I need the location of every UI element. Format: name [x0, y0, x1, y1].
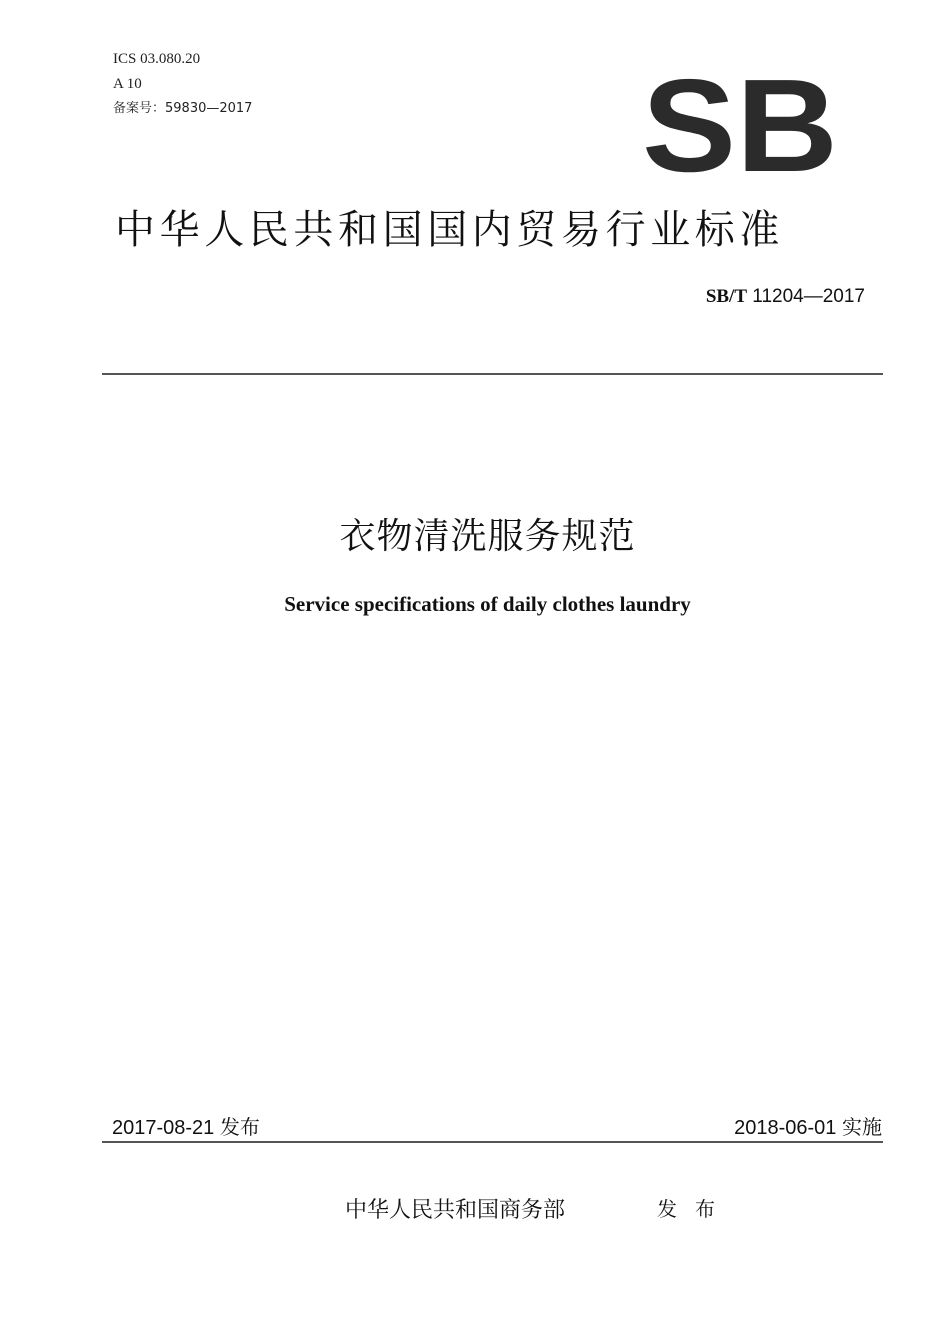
document-title-chinese: 衣物清洗服务规范	[339, 516, 636, 557]
record-number: 备案号：59830—2017	[113, 101, 253, 116]
implementation-date: 2018-06-01 实施	[734, 1117, 882, 1139]
bottom-divider	[102, 1141, 883, 1143]
issuing-category-title: 中华人民共和国国内贸易行业标准	[115, 207, 784, 253]
sb-logo	[640, 70, 840, 174]
classification-code: A 10	[113, 76, 142, 92]
standard-number-prefix: SB/T	[705, 286, 748, 307]
issuing-authority: 中华人民共和国商务部	[345, 1198, 566, 1223]
issue-action: 发布	[657, 1197, 733, 1221]
standard-number-value: 11204—2017	[747, 286, 865, 307]
standard-number	[706, 286, 865, 308]
ics-code: ICS 03.080.20	[113, 51, 201, 67]
issue-date: 2017-08-21 发布	[112, 1117, 260, 1139]
top-divider	[102, 373, 883, 375]
sb-logo-text: SB	[642, 70, 838, 174]
document-title-english: Service specifications of daily clothes laundry	[284, 592, 691, 616]
